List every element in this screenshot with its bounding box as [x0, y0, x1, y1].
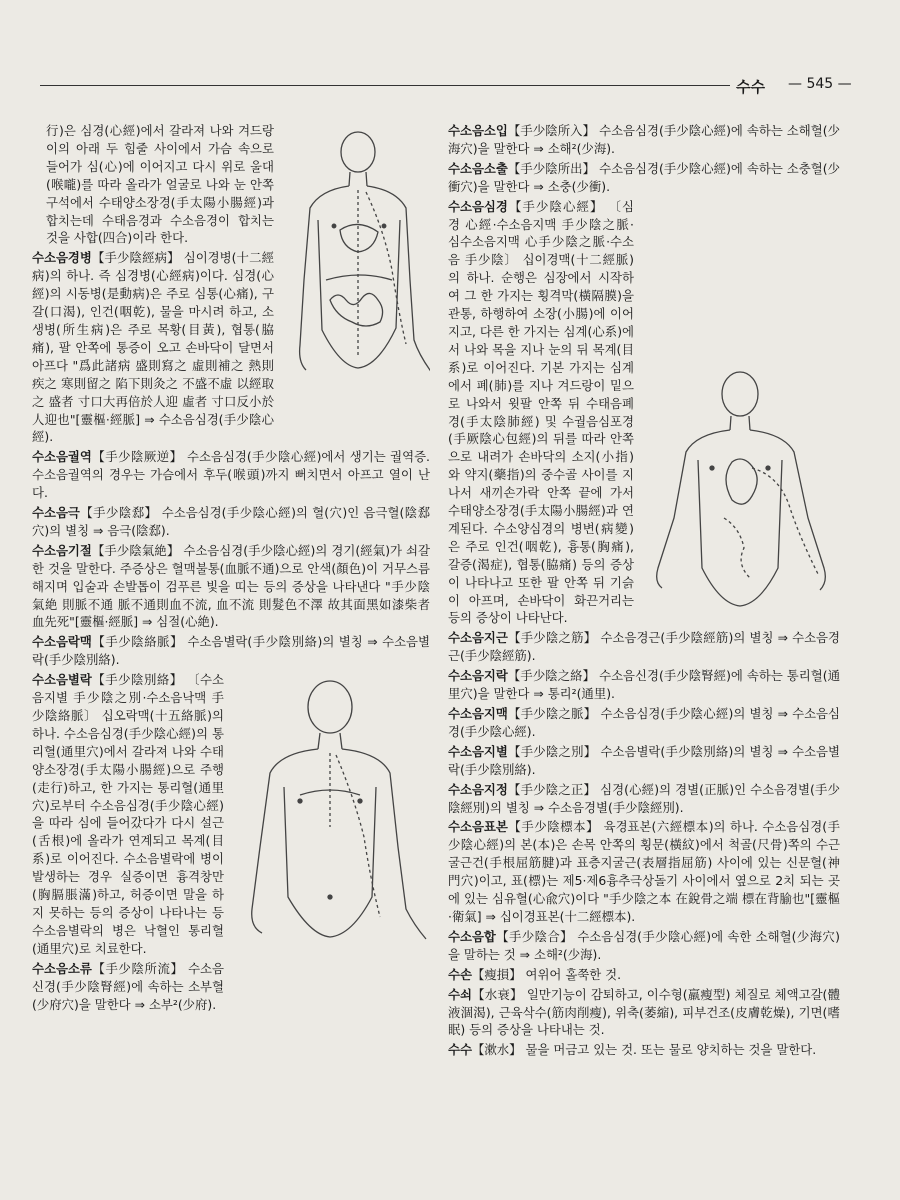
- entry-headword: 수손: [448, 966, 472, 982]
- page-header: [0, 74, 900, 98]
- entry-hanja: 【手少陰所流】: [91, 960, 184, 976]
- entry-text: 수소음심경(手少陰心經)의 별칭 ⇒ 수소음심경(手少陰心經).: [448, 706, 840, 739]
- entry-text: 수소음경근(手少陰經筋)의 별칭 ⇒ 수소음경근(手少陰經筋).: [448, 630, 840, 664]
- entry-headword: 수소음소입: [448, 123, 508, 138]
- entry-hanja: 【瘦損】: [471, 966, 522, 982]
- entry-text: 수소음신경(手少陰腎經)에 속하는 통리혈(通里穴)을 말한다 ⇒ 통리²(通里).: [448, 668, 840, 702]
- entry-hanja: 【手少陰所出】: [507, 160, 596, 176]
- entry-hanja: 【手少陰之別】: [507, 743, 597, 759]
- entry-headword: 수소음지정: [448, 781, 508, 797]
- entry-text: 行)은 심경(心經)에서 갈라져 나와 겨드랑이의 아래 두 힘줄 사이에서 가슴 속으로 들어가 심(心)에 이어지고 다시 위로 울대(喉嚨)를 따라 올라가 얼굴로 나와 눈 안쪽 구석에서 수태양소장경(手太陽小腸經)과 합치는데 수태음경과 수소음경이 합치는 것을 사합(四合)이라 한다.: [46, 123, 274, 246]
- entry-text: 여위어 홀쭉한 것.: [525, 966, 622, 982]
- entry-text: 수소음심경(手少陰心經)에 속하는 소충혈(少衝穴)을 말한다 ⇒ 소충(少衝).: [448, 160, 840, 194]
- entry-su-so-eum-gi-jeol: [32, 542, 430, 632]
- entry-headword: 수소음표본: [448, 819, 508, 835]
- entry-su-so-eum-rak-maek: [32, 633, 430, 669]
- header-rule: [40, 85, 730, 86]
- entry-headword: 수소음궐역: [32, 449, 92, 465]
- entry-hanja: 【水衰】: [471, 986, 523, 1002]
- entry-hanja: 【手少陰郄】: [79, 505, 158, 521]
- entry-hanja: 【手少陰之絡】: [507, 668, 596, 684]
- anatomical-figure-lower: [230, 677, 430, 977]
- left-column: [32, 122, 430, 1015]
- entry-text: 수소음별락(手少陰別絡)의 별칭 ⇒ 수소음별락(手少陰別絡).: [32, 634, 430, 668]
- entry-text: 〔수소음지별 手少陰之別·수소음낙맥 手少陰絡脈〕 십오락맥(十五絡脈)의 하나. 수소음심경(手少陰心經)의 통리혈(通里穴)에서 갈라져 나와 수태양소장경(手太陽小腸經)으로 주행(走行)하고, 한 가지는 통리혈(通里穴)로부터 수소음심경(手少陰心經)을 따라 심에 들어갔다가 다시 설근(舌根)에 올라가 연계되고 목계(目系)로 이어진다. 수소음별락에 병이 발생하는 경우 실증이면 흉격창만(胸膈脹滿)하고, 허증이면 말을 하지 못하는 등의 증상이 나타나는 등 수소음별락의 병은 낙혈인 통리혈(通里穴)로 치료한다.: [32, 672, 224, 956]
- entry-hanja: 【手少陰所入】: [507, 123, 596, 138]
- right-column: [448, 122, 840, 1061]
- entry-su-so-eum-ji-rak: [448, 667, 840, 703]
- entry-headword: 수소음락맥: [32, 634, 92, 650]
- entry-hanja: 【手少陰之筋】: [507, 630, 597, 646]
- running-headword: 수수: [736, 78, 765, 96]
- entry-hanja: 【手少陰合】: [495, 928, 573, 944]
- page-number: — 545 —: [788, 76, 852, 92]
- entry-headword: 수소음극: [32, 505, 80, 521]
- entry-headword: 수소음심경: [448, 198, 508, 214]
- entry-text: 심이경병(十二經病)의 하나. 즉 심경병(心經病)이다. 심경(心經)의 시동병(是動病)은 주로 심통(心痛), 구갈(口渴), 인건(咽乾), 물을 마시려 하고, 소생병(所生病)은 주로 목황(目黃), 협통(脇痛), 팔 안쪽에 통증이 오고 손바닥이 달면서 아프다 "爲此諸病 盛則寫之 虛則補之 熱則疾之 寒則留之 陷下則灸之 不盛不虛 以經取之 盛者 寸口大再倍於人迎 虛者 寸口反小於人迎也"[靈樞·經脈] ⇒ 수소음심경(手少陰心經).: [32, 250, 274, 445]
- entry-su-soe: [448, 986, 840, 1040]
- entry-headword: 수소음소류: [32, 960, 92, 976]
- entry-su-su: [448, 1041, 840, 1059]
- entry-hanja: 【手少陰厥逆】: [91, 449, 183, 465]
- anatomical-figure-heart-meridian: [640, 368, 840, 618]
- entry-text: 수소음심경(手少陰心經)에 속한 소해혈(少海穴)을 말하는 것 ⇒ 소해²(少海).: [448, 928, 840, 962]
- entry-text: 수소음신경(手少陰腎經)에 속하는 소부혈(少府穴)을 말한다 ⇒ 소부²(少府).: [32, 960, 224, 1012]
- entry-hanja: 【手少陰之正】: [507, 781, 597, 797]
- entry-text: 수소음심경(手少陰心經)의 혈(穴)인 음극혈(陰郄穴)의 별칭 ⇒ 음극(陰郄).: [32, 505, 430, 538]
- entry-headword: 수소음경병: [32, 250, 92, 266]
- entry-hanja: 【手少陰別絡】: [91, 672, 183, 688]
- entry-headword: 수소음기절: [32, 542, 92, 558]
- entry-text: 수소음심경(手少陰心經)에서 생기는 궐역증. 수소음궐역의 경우는 가슴에서 후두(喉頭)까지 뻐치면서 아프고 열이 난다.: [32, 449, 430, 501]
- entry-headword: 수소음지근: [448, 630, 508, 646]
- entry-su-so-eum-ji-byeol: [448, 743, 840, 779]
- entry-text: 심경(心經)의 경별(正脈)인 수소음경별(手少陰經別)의 별칭 ⇒ 수소음경별(手少陰經別).: [448, 781, 840, 815]
- entry-headword: 수소음지별: [448, 743, 508, 759]
- entry-hanja: 【手少陰經病】: [91, 250, 180, 266]
- entry-su-so-eum-ji-maek: [448, 705, 840, 741]
- entry-hanja: 【手少陰氣絶】: [91, 542, 180, 558]
- entry-text: 〔심경 心經·수소음지맥 手少陰之脈·심수소음지맥 心手少陰之脈·수소음 手少陰〕 십이경맥(十二經脈)의 하나. 순행은 심장에서 시작하여 그 한 가지는 횡격막(橫隔膜)을 관통, 하행하여 소장(小腸)에 이어지고, 다른 한 가지는 심계(心系)에서 나와 목을 지나 눈의 뒤 목계(目系)로 이어진다. 기본 가지는 심계에서 폐(肺)를 지나 겨드랑이 밑으로 나와서 윗팔 안쪽 뒤 수태음폐경(手太陰肺經) 및 수궐음심포경(手厥陰心包經)의 뒤를 따라 안쪽으로 내려가 손바닥의 소지(小指)와 약지(藥指)의 중수골 사이를 지나서 새끼손가락 안쪽 끝에 가서 수태양소장경(手太陽小腸經)과 연계된다. 수소양심경의 병변(病變)은 주로 인건(咽乾), 흉통(胸痛), 갈증(渴症), 협통(脇痛) 등의 증상이 나타나고 또한 팔 안쪽 뒤 기슭이 아프며, 손바닥이 화끈거리는 등의 증상이 나타난다.: [448, 198, 634, 626]
- entry-su-so-eum-so-chul: [448, 160, 840, 196]
- entry-headword: 수소음별락: [32, 672, 92, 688]
- entry-text: 육경표본(六經標本)의 하나. 수소음심경(手少陰心經)의 본(本)은 손목 안쪽의 횡문(橫紋)에서 척골(尺骨)쪽의 수근굴근건(手根屈筋腱)과 표층지굴근(表層指屈筋) 사이에 있는 신문혈(神門穴)이고, 표(標)는 제5·제6흉추극상돌기 사이에서 옆으로 2치 되는 곳에 있는 심유혈(心兪穴)이다 "手少陰之本 在銳骨之端 標在背腧也"[靈樞·衛氣] ⇒ 십이경표본(十二經標本).: [448, 819, 841, 924]
- entry-su-so-eum-geuk: [32, 504, 430, 540]
- anatomical-figure-upper: [280, 130, 430, 430]
- entry-su-so-eum-ji-geun: [448, 629, 840, 665]
- entry-text: 수소음별락(手少陰別絡)의 별칭 ⇒ 수소음별락(手少陰別絡).: [448, 743, 840, 777]
- entry-su-so-eum-hap: [448, 928, 840, 964]
- entry-headword: 수수: [448, 1042, 472, 1058]
- entry-su-so-eum-pyo-bon: [448, 818, 840, 925]
- entry-text: 물을 머금고 있는 것. 또는 물로 양치하는 것을 말한다.: [525, 1042, 817, 1058]
- entry-headword: 수소음지락: [448, 668, 508, 684]
- entry-hanja: 【手少陰心經】: [507, 198, 604, 214]
- entry-text: 일만기능이 감퇴하고, 이수형(羸瘦型) 체질로 체액고갈(體液涸渴), 근육삭수(筋肉削瘦), 위축(萎縮), 피부건조(皮膚乾燥), 기면(嗜眠) 등의 증상을 나타내는 것.: [448, 986, 840, 1038]
- entry-hanja: 【手少陰之脈】: [507, 706, 597, 721]
- entry-headword: 수소음소출: [448, 160, 508, 176]
- entry-su-so-eum-ji-jeong: [448, 781, 840, 817]
- entry-hanja: 【手少陰絡脈】: [91, 634, 184, 650]
- entry-text: 수소음심경(手少陰心經)에 속하는 소해혈(少海穴)을 말한다 ⇒ 소해²(少海).: [448, 123, 840, 156]
- entry-headword: 수소음합: [448, 928, 496, 944]
- entry-su-so-eum-so-ip: [448, 122, 840, 158]
- entry-hanja: 【漱水】: [471, 1042, 522, 1058]
- entry-headword: 수쇠: [448, 986, 472, 1002]
- entry-su-son: [448, 966, 840, 984]
- entry-hanja: 【手少陰標本】: [507, 819, 600, 835]
- entry-su-so-eum-gwol-yeok: [32, 448, 430, 502]
- entry-headword: 수소음지맥: [448, 706, 508, 721]
- entry-text: 수소음심경(手少陰心經)의 경기(經氣)가 쇠갈한 것을 말한다. 주증상은 혈맥불통(血脈不通)으로 안색(顏色)이 거무스름해지며 입술과 손발톱이 검푸른 빛을 띠는 등의 증상을 나타낸다 "手少陰氣絶 則脈不通 脈不通則血不流, 血不流 則髮色不澤 故其面黑如漆柴者 血先死"[靈樞·經脈] ⇒ 심절(心絶).: [32, 542, 430, 630]
